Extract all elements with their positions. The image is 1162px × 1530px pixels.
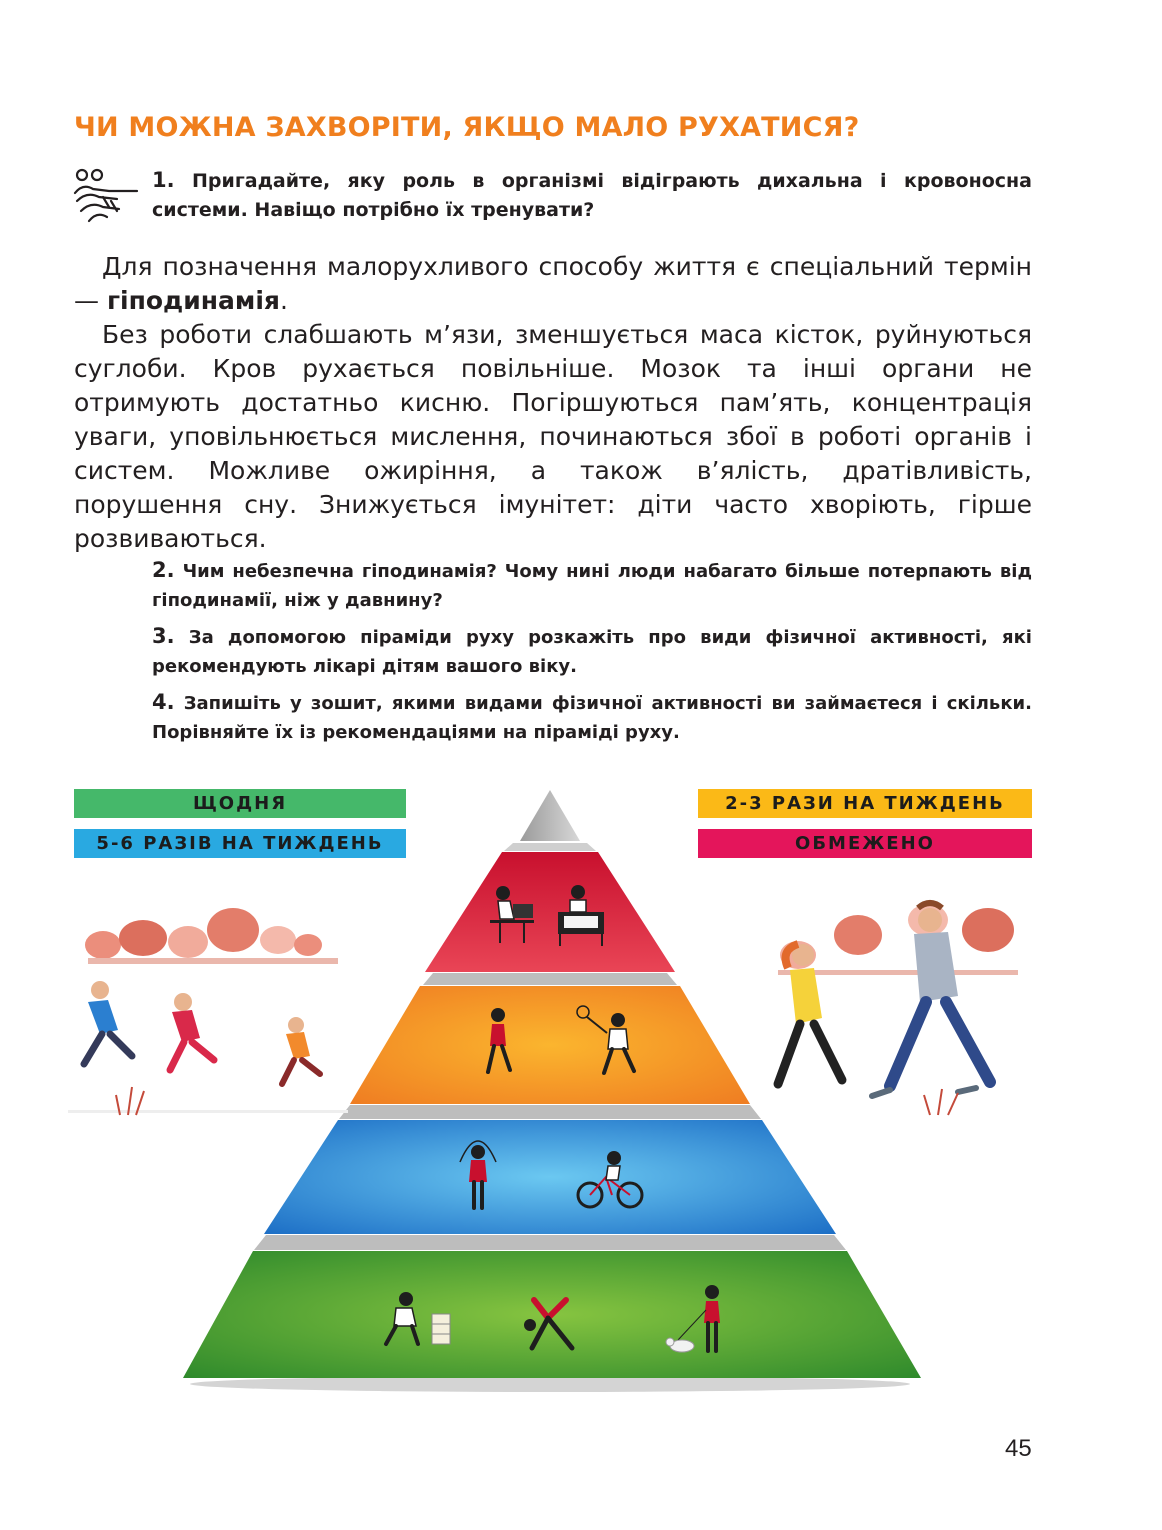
right-trees-illustration (778, 904, 1018, 975)
task-text: Запишіть у зошит, якими видами фізичної активності ви займаєтеся і скільки. Порівняйте їх із рекомендаціями на піраміді руху. (152, 693, 1032, 743)
legend-limited: ОБМЕЖЕНО (698, 829, 1032, 858)
paragraph-1 (74, 250, 1032, 318)
tier-separator (504, 843, 596, 851)
question-text: Пригадайте, яку роль в організмі відіграють дихальна і кровоносна системи. Навіщо потрібно їх тренувати? (152, 170, 1032, 221)
discussion-group-icon (73, 167, 139, 223)
left-trees-illustration (85, 908, 338, 964)
tier-separator (423, 973, 677, 985)
question-number: 1. (152, 168, 175, 192)
tier-separator (254, 1235, 846, 1250)
task-text: Чим небезпечна гіподинамія? Чому нині люди набагато більше потерпають від гіподинамії, ніж у давнину? (152, 561, 1032, 611)
section-heading: ЧИ МОЖНА ЗАХВОРІТИ, ЯКЩО МАЛО РУХАТИСЯ? (74, 112, 860, 143)
task-2 (152, 556, 1032, 615)
paragraph-1-start: Для позначення малорухливого способу життя є спеціальний термін — (74, 252, 1032, 315)
legend-daily: ЩОДНЯ (74, 789, 406, 818)
children-running-illustration (68, 981, 348, 1115)
adults-running-illustration (778, 903, 990, 1115)
body-text (74, 250, 1032, 556)
task-number: 4. (152, 690, 175, 714)
paragraph-1-end: . (279, 286, 288, 315)
page-number: 45 (1005, 1435, 1032, 1462)
legend-two-three-times: 2-3 РАЗИ НА ТИЖДЕНЬ (698, 789, 1032, 818)
task-4 (152, 688, 1032, 747)
tier-separator (339, 1105, 761, 1119)
question-1 (152, 166, 1032, 225)
task-number: 2. (152, 558, 175, 582)
tier-limited (425, 852, 675, 972)
task-number: 3. (152, 624, 175, 648)
legend-five-six-times: 5-6 РАЗІВ НА ТИЖДЕНЬ (74, 829, 406, 858)
task-3 (152, 622, 1032, 681)
tier-five-six-times (264, 1120, 836, 1234)
tier-two-three-times (350, 986, 750, 1104)
activity-pyramid (58, 780, 1058, 1400)
task-text: За допомогою піраміди руху розкажіть про види фізичної активності, які рекомендують лікарі дітям вашого віку. (152, 627, 1032, 677)
pyramid-shadow (190, 1376, 910, 1392)
paragraph-2: Без роботи слабшають м’язи, зменшується маса кісток, руйнуються суглоби. Кров рухається повільніше. Мозок та інші органи не отримують достатньо кисню. Погіршуються пам’ять, концентрація уваги, уповільнюється мислення, починаються збої в роботі органів і систем. Можливе ожиріння, а також в’ялість, дратівливість, порушення сну. Знижується імунітет: діти часто хворіють, гірше розвиваються. (74, 320, 1032, 553)
task-list (152, 556, 1032, 754)
pyramid-tip (520, 790, 580, 841)
term-hypodynamia: гіподинамія (106, 286, 280, 315)
